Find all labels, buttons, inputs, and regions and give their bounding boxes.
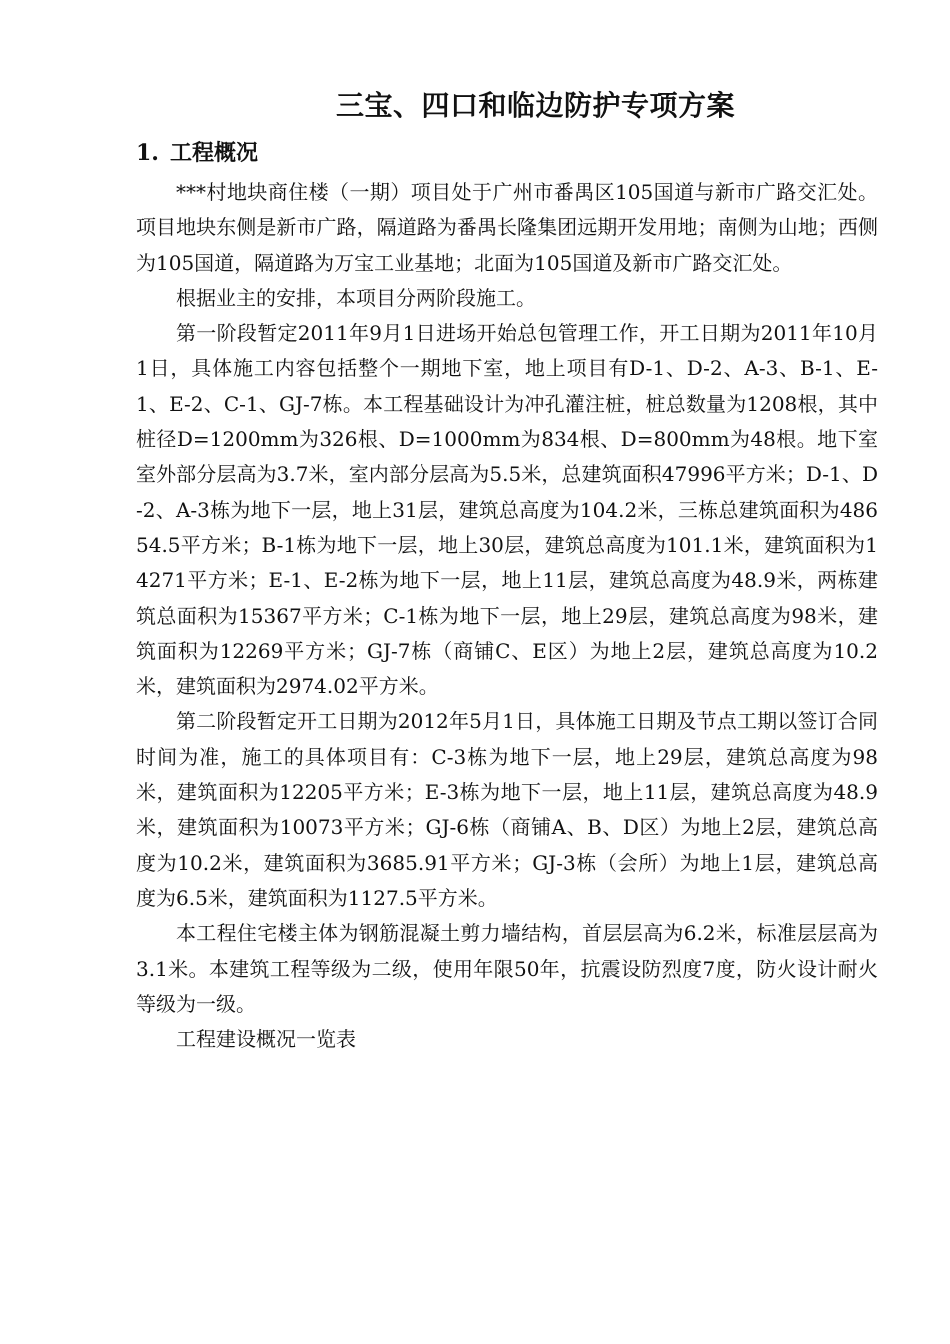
- paragraph-phase-one: 第一阶段暂定2011年9月1日进场开始总包管理工作，开工日期为2011年10月1日，具体施工内容包括整个一期地下室，地上项目有D-1、D-2、A-3、B-1、E-1、E-2、C-1、GJ-7栋。本工程基础设计为冲孔灌注桩，桩总数量为1208根，其中桩径D=1200mm为326根、D=1000mm为834根、D=800mm为48根。地下室室外部分层高为3.7米，室内部分层高为5.5米，总建筑面积47996平方米；D-1、D-2、A-3栋为地下一层，地上31层，建筑总高度为104.2米，三栋总建筑面积为48654.5平方米；B-1栋为地下一层，地上30层，建筑总高度为101.1米，建筑面积为14271平方米；E-1、E-2栋为地下一层，地上11层，建筑总高度为48.9米，两栋建筑总面积为15367平方米；C-1栋为地下一层，地上29层，建筑总高度为98米，建筑面积为12269平方米；GJ-7栋（商铺C、E区）为地上2层，建筑总高度为10.2米，建筑面积为2974.02平方米。: [136, 321, 878, 699]
- paragraph-location: ***村地块商住楼（一期）项目处于广州市番禺区105国道与新市广路交汇处。项目地块东侧是新市广路，隔道路为番禺长隆集团远期开发用地；南侧为山地；西侧为105国道，隔道路为万宝工业基地；北面为105国道及新市广路交汇处。: [136, 180, 878, 275]
- table-caption: 工程建设概况一览表: [176, 1027, 356, 1052]
- section-number: 1.: [136, 140, 159, 166]
- document-title: 三宝、四口和临边防护专项方案: [336, 89, 736, 122]
- section-body: [136, 175, 878, 1057]
- section-title: 工程概况: [170, 140, 259, 166]
- paragraph-phase-two: 第二阶段暂定开工日期为2012年5月1日，具体施工日期及节点工期以签订合同时间为准，施工的具体项目有：C-3栋为地下一层，地上29层，建筑总高度为98米，建筑面积为12205平方米；E-3栋为地下一层，地上11层，建筑总高度为48.9米，建筑面积为10073平方米；GJ-6栋（商铺A、B、D区）为地上2层，建筑总高度为10.2米，建筑面积为3685.91平方米；GJ-3栋（会所）为地上1层，建筑总高度为6.5米，建筑面积为1127.5平方米。: [136, 709, 878, 910]
- paragraph-phasing: 根据业主的安排，本项目分两阶段施工。: [176, 285, 536, 310]
- section-heading: [136, 136, 258, 170]
- paragraph-structure: 本工程住宅楼主体为钢筋混凝土剪力墙结构，首层层高为6.2米，标准层层高为3.1米。本建筑工程等级为二级，使用年限50年，抗震设防烈度7度，防火设计耐火等级为一级。: [136, 921, 878, 1016]
